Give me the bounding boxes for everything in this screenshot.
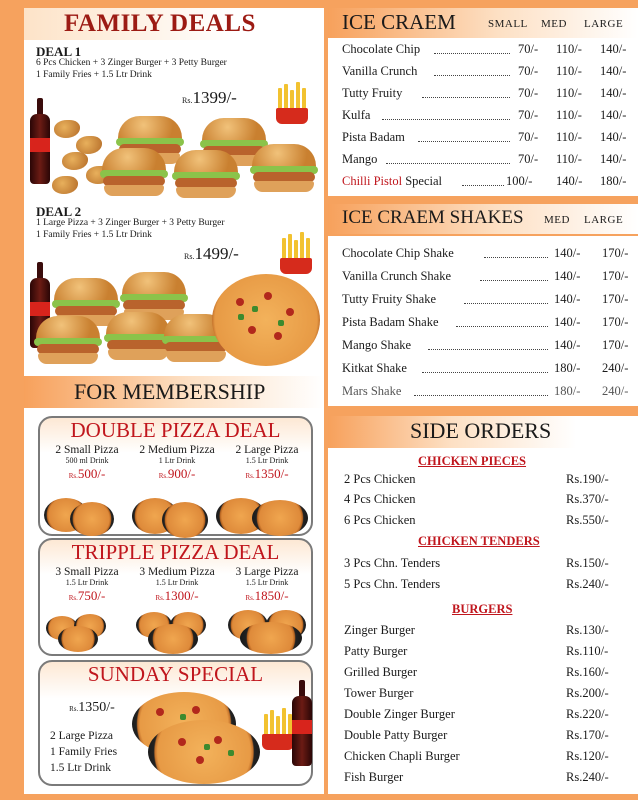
chicken-piece-image (52, 176, 78, 194)
ice-cream-row (342, 150, 638, 170)
item-price: Rs.190/- (566, 472, 609, 486)
price-med: 140/- (554, 315, 581, 329)
burger-image (102, 148, 166, 196)
ice-cream-title: ICE CRAEM (342, 10, 456, 34)
chicken-tenders-heading: CHICKEN TENDERS (418, 534, 540, 548)
double-small-option (42, 444, 132, 484)
price-large: 140/- (600, 130, 627, 144)
double-pizza-deal-title: DOUBLE PIZZA DEAL (70, 418, 281, 442)
shakes-title: ICE CRAEM SHAKES (342, 207, 524, 228)
item-price: Rs.550/- (566, 513, 609, 527)
side-order-row (344, 644, 638, 662)
item-name: Vanilla Crunch (342, 64, 418, 78)
side-order-row (344, 623, 638, 641)
item-price: Rs.130/- (566, 623, 609, 637)
sunday-special-box (38, 660, 313, 786)
double-large-option (222, 444, 312, 484)
item-name: Tutty Fruity Shake (342, 292, 437, 306)
price-large: 180/- (600, 174, 627, 188)
item-name: Chocolate Chip Shake (342, 246, 454, 260)
shakes-panel (328, 236, 638, 406)
price-med: 110/- (556, 130, 582, 144)
side-orders-header (328, 416, 638, 448)
option-price: Rs.500/- (68, 466, 106, 481)
option-drink: 1.5 Ltr Drink (245, 456, 289, 465)
item-price: Rs.120/- (566, 749, 609, 763)
item-name: Mars Shake (342, 384, 402, 398)
option-drink: 1.5 Ltr Drink (245, 578, 289, 587)
option-name: 3 Large Pizza (235, 566, 299, 578)
option-price: Rs.1300/- (155, 588, 199, 603)
shake-row (342, 290, 638, 310)
ice-cream-row (342, 62, 638, 82)
side-order-row (344, 728, 638, 746)
side-order-row (344, 665, 638, 683)
ice-cream-row (342, 40, 638, 60)
item-price: Rs.170/- (566, 728, 609, 742)
price-large: 140/- (600, 64, 627, 78)
pizza-image (212, 274, 320, 366)
price-large: 140/- (600, 86, 627, 100)
triple-medium-option (132, 566, 222, 606)
item-name: Mango (342, 152, 378, 166)
price-med: 140/- (554, 338, 581, 352)
side-order-row (344, 749, 638, 767)
price-large: 170/- (602, 269, 629, 283)
ice-cream-row (342, 84, 638, 104)
option-price: Rs.1350/- (245, 466, 289, 481)
option-price: Rs.900/- (158, 466, 196, 481)
deal2-price-value: 1499/- (194, 244, 239, 263)
sunday-item: 2 Large Pizza (50, 730, 114, 742)
item-price: Rs.370/- (566, 492, 609, 506)
burgers-heading: BURGERS (452, 602, 513, 616)
sunday-price: Rs.1350/- (69, 700, 115, 715)
deal2-price (184, 244, 239, 264)
shake-row (342, 313, 638, 333)
item-price: Rs.220/- (566, 707, 609, 721)
item-name: Kulfa (342, 108, 371, 122)
price-small: 70/- (518, 86, 539, 100)
price-small: 100/- (506, 174, 533, 188)
deal1-price (182, 88, 237, 108)
pizza-image (70, 502, 114, 536)
chicken-pieces-heading: CHICKEN PIECES (418, 454, 527, 468)
item-name: Mango Shake (342, 338, 412, 352)
option-drink: 1 Ltr Drink (158, 456, 196, 465)
triple-large-option (222, 566, 312, 606)
ice-cream-header (328, 8, 638, 38)
ice-cream-row (342, 106, 638, 126)
price-med: 110/- (556, 64, 582, 78)
sunday-item: 1.5 Ltr Drink (50, 762, 112, 774)
membership-title: FOR MEMBERSHIP (74, 379, 266, 404)
item-name: Grilled Burger (344, 665, 418, 679)
price-med: 140/- (556, 174, 583, 188)
option-drink: 500 ml Drink (65, 456, 109, 465)
item-name: Pista Badam (342, 130, 405, 144)
side-order-row (344, 686, 638, 704)
chicken-piece-image (62, 152, 88, 170)
triple-pizza-deal-title: TRIPPLE PIZZA DEAL (71, 540, 280, 564)
item-price: Rs.240/- (566, 577, 609, 591)
membership-header (24, 376, 324, 408)
side-order-row (344, 513, 638, 531)
burger-image (174, 150, 238, 198)
col-med: MED (544, 214, 570, 226)
side-order-row (344, 556, 638, 574)
deal1-currency: Rs. (182, 96, 193, 105)
ice-cream-special-row (342, 172, 638, 192)
price-med: 140/- (554, 269, 581, 283)
deal2-title: DEAL 2 (36, 204, 82, 219)
shakes-header (328, 204, 638, 234)
option-name: 2 Small Pizza (55, 444, 119, 456)
side-order-row (344, 707, 638, 725)
col-large: LARGE (584, 18, 624, 30)
shake-row (342, 382, 638, 402)
burger-image (252, 144, 316, 192)
side-order-row (344, 492, 638, 510)
item-name: 4 Pcs Chicken (344, 492, 416, 506)
side-order-row (344, 577, 638, 595)
item-name: Patty Burger (344, 644, 408, 658)
item-name: Chilli Pistol Special (342, 174, 443, 188)
option-name: 2 Large Pizza (235, 444, 299, 456)
pizza-image (162, 502, 208, 538)
item-price: Rs.240/- (566, 770, 609, 784)
price-med: 110/- (556, 42, 582, 56)
option-name: 3 Medium Pizza (139, 566, 215, 578)
deal2-desc-line1: 1 Large Pizza + 3 Zinger Burger + 3 Petty Burger (36, 218, 225, 228)
side-order-row (344, 472, 638, 490)
item-name: Double Zinger Burger (344, 707, 455, 721)
item-price: Rs.110/- (566, 644, 609, 658)
price-small: 70/- (518, 42, 539, 56)
double-pizza-deal-box (38, 416, 313, 536)
item-name: Fish Burger (344, 770, 404, 784)
double-medium-option (132, 444, 222, 484)
triple-pizza-deal-box (38, 538, 313, 656)
shake-row (342, 267, 638, 287)
item-name: Tutty Fruity (342, 86, 403, 100)
item-name: Pista Badam Shake (342, 315, 439, 329)
item-name: Double Patty Burger (344, 728, 448, 742)
option-name: 2 Medium Pizza (139, 444, 215, 456)
item-name: Chicken Chapli Burger (344, 749, 460, 763)
option-drink: 1.5 Ltr Drink (65, 578, 109, 587)
item-name: Vanilla Crunch Shake (342, 269, 452, 283)
price-small: 70/- (518, 152, 539, 166)
sunday-items-list (50, 728, 117, 776)
price-small: 70/- (518, 130, 539, 144)
price-large: 170/- (602, 315, 629, 329)
family-deals-panel (24, 40, 324, 378)
triple-small-option (42, 566, 132, 606)
shake-row (342, 336, 638, 356)
price-med: 180/- (554, 384, 581, 398)
col-med: MED (541, 18, 567, 30)
deal1-title: DEAL 1 (36, 44, 82, 59)
fries-image (274, 234, 318, 274)
item-name: Tower Burger (344, 686, 414, 700)
price-large: 140/- (600, 108, 627, 122)
item-name: Zinger Burger (344, 623, 415, 637)
option-price: Rs.1850/- (245, 588, 289, 603)
price-large: 240/- (602, 384, 629, 398)
col-large: LARGE (584, 214, 624, 226)
price-med: 140/- (554, 292, 581, 306)
burger-image (36, 316, 100, 364)
price-large: 140/- (600, 42, 627, 56)
item-price: Rs.150/- (566, 556, 609, 570)
price-med: 180/- (554, 361, 581, 375)
cola-bottle-image (30, 98, 50, 184)
item-name: Chocolate Chip (342, 42, 421, 56)
option-price: Rs.750/- (68, 588, 106, 603)
side-orders-panel (328, 448, 638, 794)
deal2-desc-line2: 1 Family Fries + 1.5 Ltr Drink (36, 230, 152, 240)
item-name: Kitkat Shake (342, 361, 407, 375)
item-name: 5 Pcs Chn. Tenders (344, 577, 441, 591)
price-large: 170/- (602, 338, 629, 352)
pizza-image (58, 626, 98, 652)
sunday-special-title: SUNDAY SPECIAL (87, 662, 264, 686)
cola-bottle-image (292, 680, 312, 766)
item-price: Rs.160/- (566, 665, 609, 679)
price-med: 110/- (556, 86, 582, 100)
membership-panel (24, 408, 324, 794)
price-large: 240/- (602, 361, 629, 375)
price-med: 140/- (554, 246, 581, 260)
family-deals-title: FAMILY DEALS (64, 10, 256, 37)
pizza-image (148, 624, 198, 654)
price-med: 110/- (556, 108, 582, 122)
deal1-price-value: 1399/- (192, 88, 237, 107)
price-small: 70/- (518, 108, 539, 122)
sunday-item: 1 Family Fries (50, 746, 118, 758)
ice-cream-row (342, 128, 638, 148)
shake-row (342, 244, 638, 264)
fries-image (270, 84, 314, 124)
item-name: 3 Pcs Chn. Tenders (344, 556, 441, 570)
price-med: 110/- (556, 152, 582, 166)
option-drink: 1.5 Ltr Drink (155, 578, 199, 587)
side-order-row (344, 770, 638, 788)
option-name: 3 Small Pizza (55, 566, 119, 578)
deal2-currency: Rs. (184, 252, 195, 261)
price-large: 140/- (600, 152, 627, 166)
family-deals-header (24, 8, 324, 40)
chicken-piece-image (54, 120, 80, 138)
deal1-desc-line1: 6 Pcs Chicken + 3 Zinger Burger + 3 Petty Burger (36, 58, 227, 68)
col-small: SMALL (488, 18, 528, 30)
side-orders-title: SIDE ORDERS (410, 418, 552, 443)
shake-row (342, 359, 638, 379)
burger-image (106, 312, 170, 360)
price-small: 70/- (518, 64, 539, 78)
pizza-image (252, 500, 308, 536)
price-large: 170/- (602, 246, 629, 260)
ice-cream-panel (328, 38, 638, 196)
pizza-image (148, 720, 260, 784)
deal1-desc-line2: 1 Family Fries + 1.5 Ltr Drink (36, 70, 152, 80)
item-price: Rs.200/- (566, 686, 609, 700)
item-name: 6 Pcs Chicken (344, 513, 416, 527)
item-name: 2 Pcs Chicken (344, 472, 416, 486)
price-large: 170/- (602, 292, 629, 306)
pizza-image (240, 622, 302, 654)
